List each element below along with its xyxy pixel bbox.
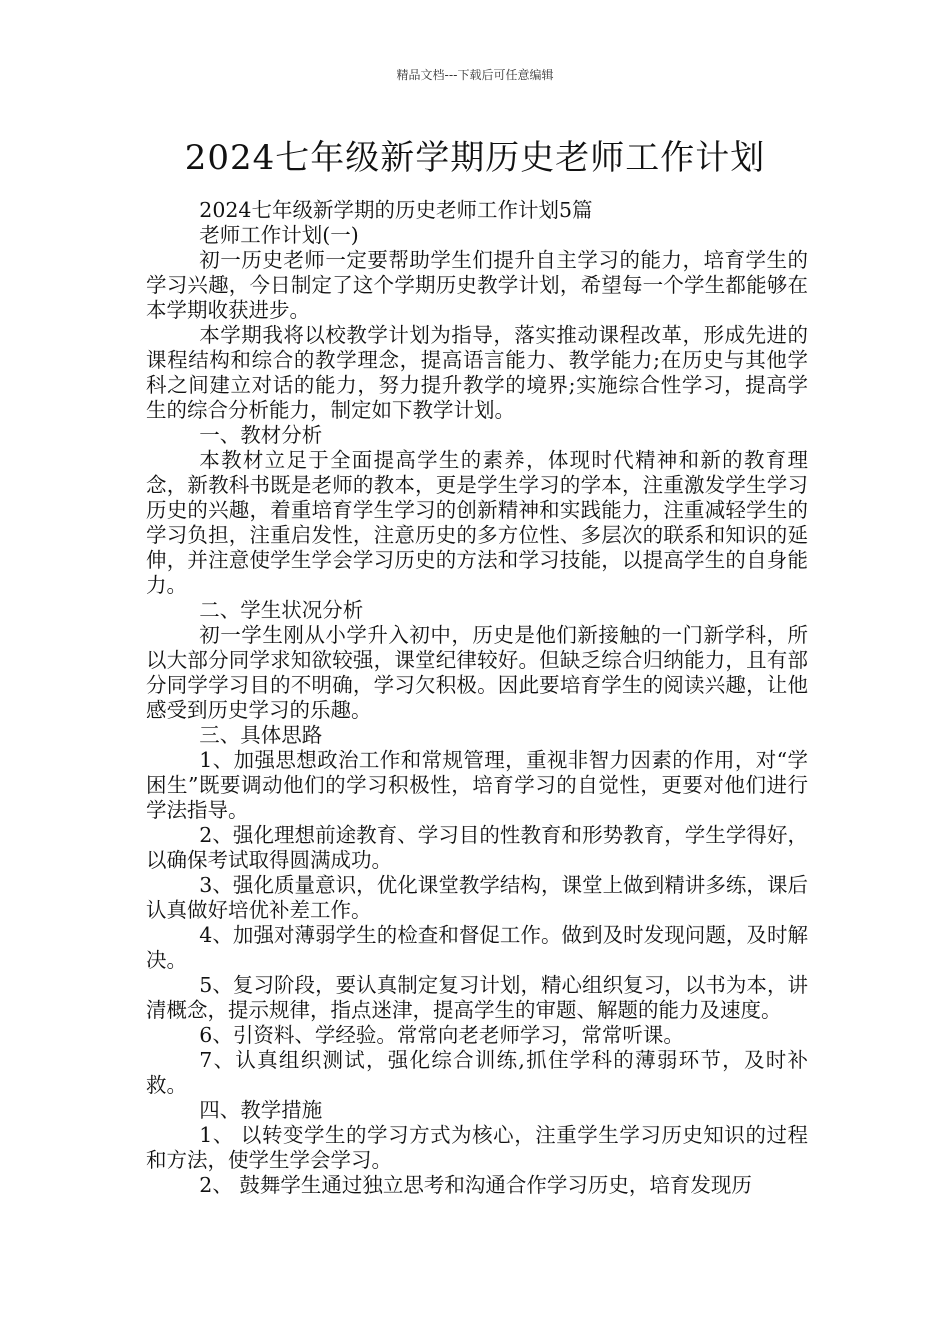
section-heading: 一、教材分析 xyxy=(199,423,323,447)
list-item: 5、复习阶段，要认真制定复习计划，精心组织复习，以书为本，讲清概念，提示规律，指点迷津，提高学生的审题、解题的能力及速度。 xyxy=(146,973,808,1022)
list-item: 6、引资料、学经验。常常向老老师学习，常常听课。 xyxy=(199,1023,684,1047)
section-heading: 老师工作计划(一) xyxy=(199,223,359,247)
subtitle-line: 2024七年级新学期的历史老师工作计划5篇 xyxy=(199,198,593,222)
paragraph: 本学期我将以校教学计划为指导，落实推动课程改革，形成先进的课程结构和综合的教学理念，提高语言能力、教学能力;在历史与其他学科之间建立对话的能力，努力提升教学的境界;实施综合性学习，提高学生的综合分析能力，制定如下教学计划。 xyxy=(146,323,808,422)
list-item: 1、 以转变学生的学习方式为核心，注重学生学习历史知识的过程和方法，使学生学会学习。 xyxy=(146,1123,808,1172)
page-header-note: 精品文档---下载后可任意编辑 xyxy=(396,68,554,82)
list-item: 7、认真组织测试，强化综合训练,抓住学科的薄弱环节，及时补救。 xyxy=(146,1048,808,1097)
list-item: 2、 鼓舞学生通过独立思考和沟通合作学习历史，培育发现历 xyxy=(199,1173,752,1197)
list-item: 3、强化质量意识，优化课堂教学结构，课堂上做到精讲多练，课后认真做好培优补差工作。 xyxy=(146,873,808,922)
paragraph: 初一学生刚从小学升入初中，历史是他们新接触的一门新学科，所以大部分同学求知欲较强，课堂纪律较好。但缺乏综合归纳能力，且有部分同学学习目的不明确，学习欠积极。因此要培育学生的阅读兴趣，让他感受到历史学习的乐趣。 xyxy=(146,623,808,722)
section-heading: 二、学生状况分析 xyxy=(199,598,364,622)
document-body xyxy=(146,198,808,1198)
section-heading: 三、具体思路 xyxy=(199,723,323,747)
document-title: 2024七年级新学期历史老师工作计划 xyxy=(184,138,766,178)
section-heading: 四、教学措施 xyxy=(199,1098,323,1122)
list-item: 1、加强思想政治工作和常规管理，重视非智力因素的作用，对“学困生”既要调动他们的学习积极性，培育学习的自觉性，更要对他们进行学法指导。 xyxy=(146,748,808,822)
paragraph: 初一历史老师一定要帮助学生们提升自主学习的能力，培育学生的学习兴趣，今日制定了这个学期历史教学计划，希望每一个学生都能够在本学期收获进步。 xyxy=(146,248,808,322)
list-item: 2、强化理想前途教育、学习目的性教育和形势教育，学生学得好，以确保考试取得圆满成功。 xyxy=(146,823,808,872)
list-item: 4、加强对薄弱学生的检查和督促工作。做到及时发现问题，及时解决。 xyxy=(146,923,808,972)
paragraph: 本教材立足于全面提高学生的素养，体现时代精神和新的教育理念，新教科书既是老师的教本，更是学生学习的学本，注重激发学生学习历史的兴趣，着重培育学生学习的创新精神和实践能力，注重减轻学生的学习负担，注重启发性，注意历史的多方位性、多层次的联系和知识的延伸，并注意使学生学会学习历史的方法和学习技能，以提高学生的自身能力。 xyxy=(146,448,808,597)
